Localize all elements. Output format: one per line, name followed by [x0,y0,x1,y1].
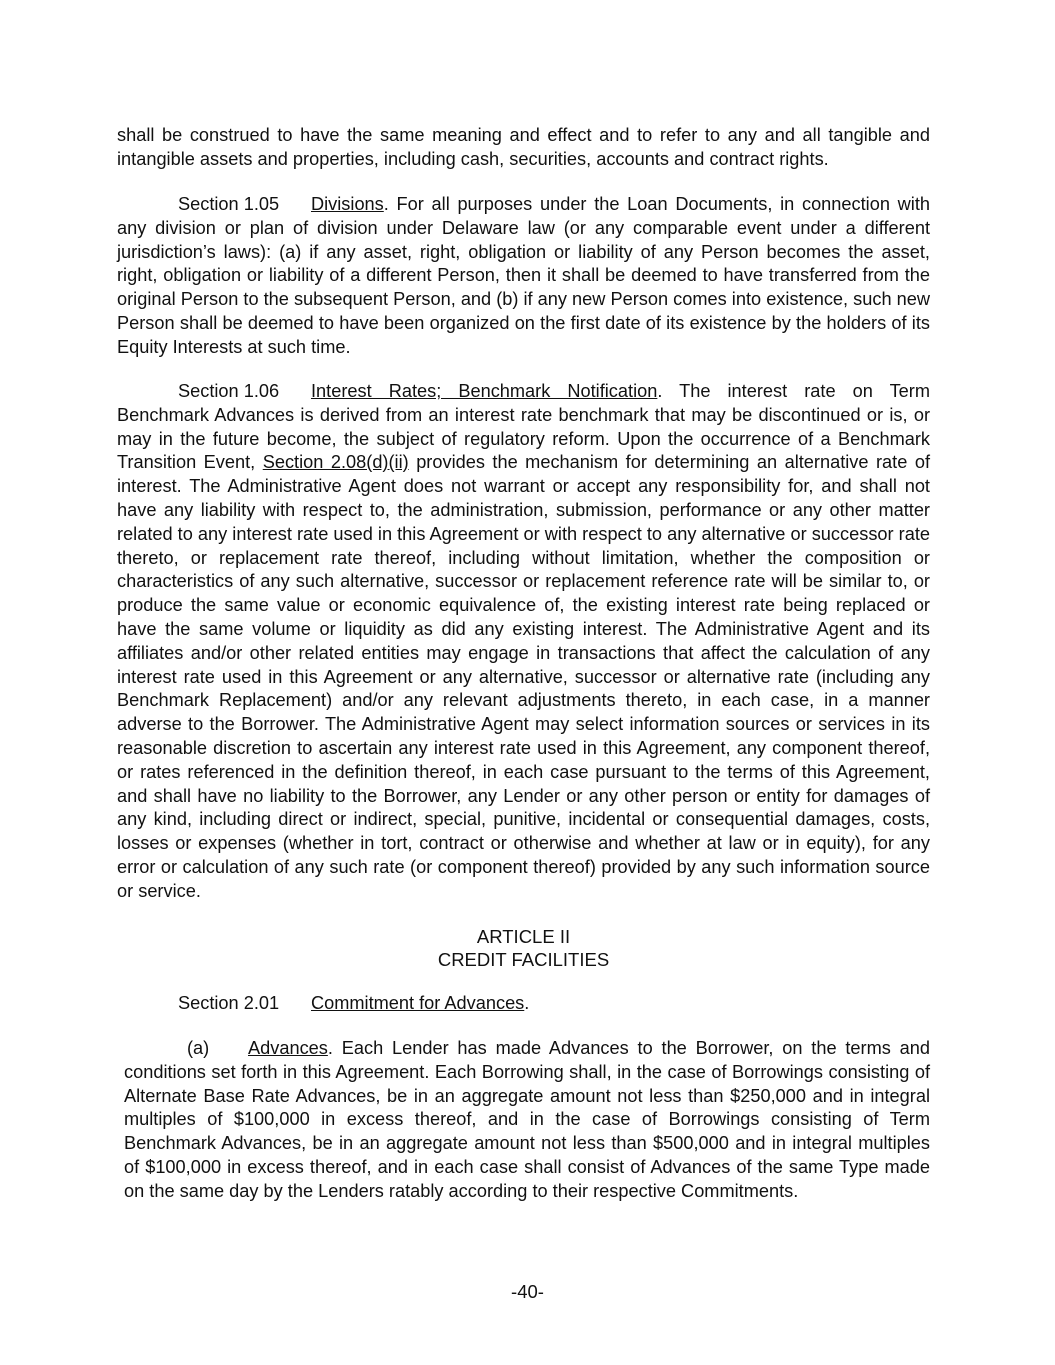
section-2-01-number: Section 2.01 [178,993,280,1013]
clause-a-paragraph [124,1037,930,1204]
section-1-05-title: Divisions [311,194,384,214]
article-title: CREDIT FACILITIES [437,949,610,970]
section-2-01-title: Commitment for Advances [311,993,525,1013]
clause-a-body: . Each Lender has made Advances to the Borrower, on the terms and conditions set forth in this Agreement. Each Borrowing shall, in the case of Borrowings consisting of Alternate Base Rate Advances, be in an aggregate amount not less than $250,000 and in integral multiples of $100,000 in excess thereof, and in the case of Borrowings consisting of Term Benchmark Advances, be in an aggregate amount not less than $500,000 and in integral multiples of $100,000 in excess thereof, and in each case shall consist of Advances of the same Type made on the same day by the Lenders ratably according to their respective Commitments. [124,1038,930,1201]
section-1-05-paragraph [117,193,930,360]
section-1-06-body-2: provides the mechanism for determining an alternative rate of interest. The Administrative Agent does not warrant or accept any responsibility for, and shall not have any liability with respect to, the administration, submission, performance or any other matter related to any interest rate used in this Agreement or with respect to any alternative or successor rate thereto, or replacement rate thereof, including without limitation, whether the composition or characteristics of any such alternative, successor or replacement reference rate will be similar to, or produce the same value or economic equivalence of, the existing interest rate being replaced or have the same volume or liquidity as did any existing interest. The Administrative Agent and its affiliates and/or other related entities may engage in transactions that affect the calculation of any interest rate used in this Agreement or any alternative, successor or alternative rate (including any Benchmark Replacement) and/or any relevant adjustments thereto, in each case, in a manner adverse to the Borrower. The Administrative Agent may select information sources or services in its reasonable discretion to ascertain any interest rate used in this Agreement, any component thereof, or rates referenced in the definition thereof, in each case pursuant to the terms of this Agreement, and shall have no liability to the Borrower, any Lender or any other person or entity for damages of any kind, including direct or indirect, special, punitive, incidental or consequential damages, costs, losses or expenses (whether in tort, contract or otherwise and whether at law or in equity), for any error or calculation of any such rate (or component thereof) provided by any such information source or service. [117,452,930,901]
section-1-06-title: Interest Rates; Benchmark Notification [311,381,658,401]
section-2-01-heading [117,992,930,1016]
intro-paragraph: shall be construed to have the same meaning and effect and to refer to any and all tangible and intangible assets and properties, including cash, securities, accounts and contract rights. [117,125,930,169]
section-1-06-paragraph [117,380,930,904]
section-2-01-trailing: . [524,993,530,1013]
section-2-08-reference: Section 2.08(d)(ii) [262,452,409,473]
section-1-05-body: . For all purposes under the Loan Documents, in connection with any division or plan of division under Delaware law (or any comparable event under a different jurisdiction’s laws): (a) if any asset, right, obligation or liability of any Person becomes the asset, right, obligation or liability of a different Person, then it shall be deemed to have transferred from the original Person to the subsequent Person, and (b) if any new Person comes into existence, such new Person shall be deemed to have been organized on the first date of its existence by the holders of its Equity Interests at such time. [117,194,930,357]
section-1-06-body-1: . The interest rate on Term Benchmark Advances is derived from an interest rate benchmark that may be discontinued or is, or may in the future become, the subject of regulatory reform. Upon the occurrence of a Benchmark Transition Event, [117,381,930,473]
page-number: -40- [511,1281,544,1302]
article-number: ARTICLE II [476,926,571,947]
section-1-05-number: Section 1.05 [178,194,280,214]
clause-a-label: (a) [187,1038,210,1058]
clause-a-title: Advances [248,1038,328,1058]
section-1-06-number: Section 1.06 [178,381,280,401]
